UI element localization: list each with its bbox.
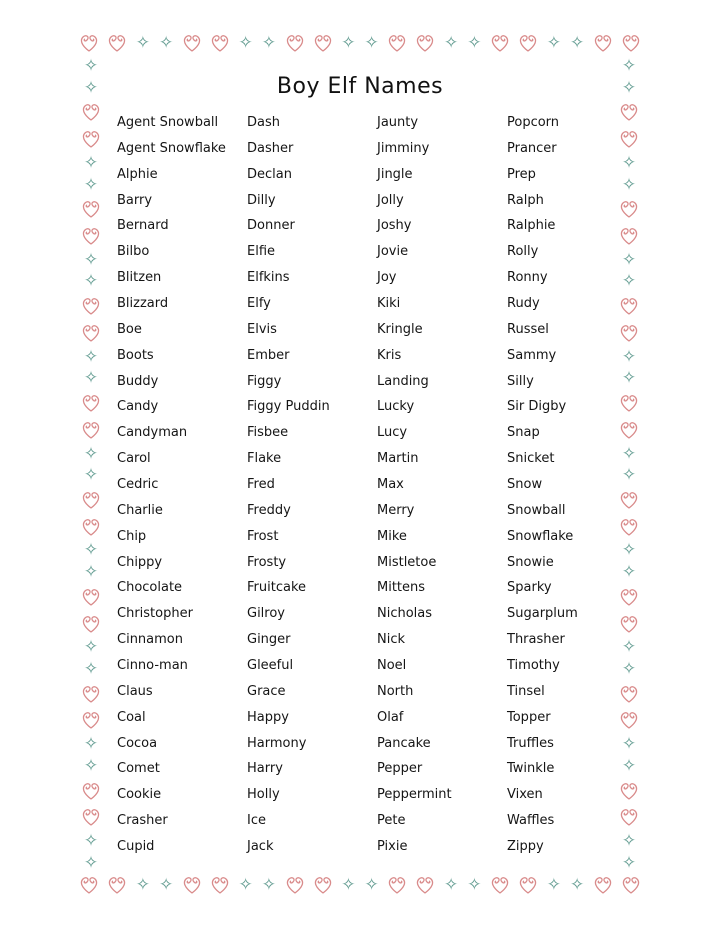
name-item: Dilly [247,192,276,208]
swirl-ornament-icon [312,874,334,896]
name-item: Sparky [507,580,552,596]
swirl-ornament-icon [618,780,640,802]
swirl-ornament-icon [618,101,640,123]
page-title: Boy Elf Names [276,74,444,99]
border-bottom [78,872,642,898]
name-item: Christopher [117,606,193,622]
star-ornament-icon: ✧ [83,831,99,851]
name-item: Holly [247,787,280,803]
swirl-ornament-icon [78,32,100,54]
name-column [377,112,452,862]
name-item: Ginger [247,632,291,648]
name-item: Topper [507,709,551,725]
star-ornament-icon: ✧ [83,658,99,679]
name-item: Chippy [117,554,163,570]
name-item: Lucky [377,399,415,415]
swirl-ornament-icon [620,874,642,896]
name-item: Russel [507,321,549,337]
swirl-ornament-icon [618,806,640,828]
star-ornament-icon: ✧ [621,368,637,389]
star-ornament-icon: ✧ [621,465,637,486]
name-item: North [377,683,414,699]
star-ornament-icon: ✧ [621,443,637,464]
star-ornament-icon: ✧ [621,540,637,561]
star-ornament-icon: ✧ [546,32,561,53]
swirl-ornament-icon [106,874,128,896]
name-item: Agent Snowflake [117,140,226,156]
star-ornament-icon: ✧ [135,874,150,895]
name-item: Dash [247,115,280,130]
name-item: Harmony [247,735,307,751]
name-item: Bilbo [117,244,150,260]
name-item: Peppermint [377,787,452,803]
name-column [507,112,578,862]
swirl-ornament-icon [618,128,640,150]
name-item: Cinno-man [117,658,188,674]
name-item: Alphie [117,166,158,182]
name-item: Mistletoe [377,554,437,570]
swirl-ornament-icon [80,392,102,414]
name-item: Donner [247,218,295,234]
swirl-ornament-icon [80,780,102,802]
name-item: Silly [507,373,534,389]
star-ornament-icon: ✧ [621,755,637,776]
swirl-ornament-icon [592,874,614,896]
name-item: Lucy [377,425,408,441]
swirl-ornament-icon [80,101,102,123]
swirl-ornament-icon [80,419,102,441]
star-ornament-icon: ✧ [83,443,99,464]
swirl-ornament-icon [618,419,640,441]
name-item: Fruitcake [247,580,307,596]
swirl-ornament-icon [414,874,436,896]
swirl-ornament-icon [618,322,640,344]
name-item: Rudy [507,296,540,312]
name-item: Declan [247,166,292,182]
name-item: Blitzen [117,270,162,286]
star-ornament-icon: ✧ [621,271,637,292]
swirl-ornament-icon [618,225,640,247]
star-ornament-icon: ✧ [621,562,637,583]
swirl-ornament-icon [80,198,102,220]
name-item: Pepper [377,761,423,777]
name-item: Jimminy [377,140,430,156]
name-item: Snowflake [507,528,574,544]
name-item: Gilroy [247,606,286,622]
star-ornament-icon: ✧ [238,874,253,895]
name-item: Snap [507,425,540,441]
name-item: Jack [247,839,274,855]
border-top [78,30,642,56]
star-ornament-icon: ✧ [83,152,99,173]
star-ornament-icon: ✧ [238,32,253,53]
name-item: Pete [377,813,406,829]
swirl-ornament-icon [618,295,640,317]
name-item: Ronny [507,270,548,286]
name-item: Nicholas [377,606,433,622]
name-item: Gleeful [247,658,294,674]
swirl-ornament-icon [80,489,102,511]
name-item: Frost [247,528,279,544]
star-ornament-icon: ✧ [621,831,637,851]
name-item: Ralph [507,192,544,208]
name-item: Sammy [507,347,557,363]
star-ornament-icon: ✧ [261,874,276,895]
star-ornament-icon: ✧ [83,465,99,486]
swirl-ornament-icon [181,32,203,54]
name-item: Happy [247,709,289,725]
swirl-ornament-icon [618,683,640,705]
name-item: Chip [117,528,147,544]
star-ornament-icon: ✧ [621,152,637,173]
name-item: Carol [117,451,151,467]
name-item: Figgy Puddin [247,399,330,415]
name-item: Barry [117,192,153,208]
swirl-ornament-icon [414,32,436,54]
name-item: Rolly [507,244,539,260]
star-ornament-icon: ✧ [569,874,585,895]
swirl-ornament-icon [80,322,102,344]
star-ornament-icon: ✧ [83,249,99,270]
swirl-ornament-icon [80,683,102,705]
star-ornament-icon: ✧ [158,874,174,895]
name-item: Elfie [247,244,276,260]
star-ornament-icon: ✧ [621,56,637,76]
swirl-ornament-icon [618,198,640,220]
name-item: Zippy [507,839,544,855]
star-ornament-icon: ✧ [83,540,99,561]
swirl-ornament-icon [312,32,334,54]
swirl-ornament-icon [80,613,102,635]
name-item: Noel [377,658,407,674]
star-ornament-icon: ✧ [364,32,379,53]
name-item: Landing [377,373,429,389]
swirl-ornament-icon [618,489,640,511]
name-item: Crasher [117,813,168,829]
name-item: Blizzard [117,296,169,312]
swirl-ornament-icon [618,586,640,608]
name-item: Olaf [377,709,404,725]
name-item: Pancake [377,735,431,751]
star-ornament-icon: ✧ [83,77,99,98]
name-item: Snow [507,477,543,493]
name-column [117,112,226,862]
name-item: Jovie [377,244,409,260]
name-item: Nick [377,632,406,648]
swirl-ornament-icon [284,32,306,54]
name-item: Jolly [377,192,404,208]
name-item: Claus [117,683,153,699]
star-ornament-icon: ✧ [83,56,99,76]
star-ornament-icon: ✧ [364,874,379,895]
star-ornament-icon: ✧ [83,368,99,389]
name-item: Kris [377,347,402,363]
name-item: Kringle [377,321,423,337]
swirl-ornament-icon [284,874,306,896]
name-item: Max [377,477,404,493]
swirl-ornament-icon [80,128,102,150]
name-item: Charlie [117,502,163,518]
star-ornament-icon: ✧ [83,174,99,195]
name-item: Jaunty [377,115,419,130]
name-item: Elvis [247,321,277,337]
star-ornament-icon: ✧ [83,755,99,776]
star-ornament-icon: ✧ [158,32,174,53]
name-item: Sugarplum [507,606,578,622]
name-item: Boe [117,321,142,337]
swirl-ornament-icon [489,32,511,54]
swirl-ornament-icon [209,874,231,896]
swirl-ornament-icon [80,295,102,317]
name-item: Cedric [117,477,159,493]
border-right [616,58,642,872]
star-ornament-icon: ✧ [83,734,99,755]
name-item: Ice [247,813,266,829]
name-item: Agent Snowball [117,115,219,130]
name-item: Elfkins [247,270,290,286]
name-item: Elfy [247,296,271,312]
star-ornament-icon: ✧ [621,734,637,755]
name-item: Twinkle [507,761,555,777]
star-ornament-icon: ✧ [621,77,637,98]
swirl-ornament-icon [386,874,408,896]
name-item: Martin [377,451,419,467]
swirl-ornament-icon [209,32,231,54]
star-ornament-icon: ✧ [467,32,482,53]
name-item: Harry [247,761,283,777]
swirl-ornament-icon [80,516,102,538]
name-item: Timothy [507,658,560,674]
name-item: Cookie [117,787,162,803]
swirl-ornament-icon [592,32,614,54]
star-ornament-icon: ✧ [546,874,561,895]
swirl-ornament-icon [80,806,102,828]
name-item: Figgy [247,373,282,389]
name-item: Joshy [377,218,412,234]
name-item: Grace [247,683,286,699]
star-ornament-icon: ✧ [621,174,637,195]
swirl-ornament-icon [489,874,511,896]
name-item: Waffles [507,813,555,829]
name-item: Prep [507,166,536,182]
name-item: Buddy [117,373,159,389]
name-item: Cupid [117,839,155,855]
name-item: Cinnamon [117,632,183,648]
name-item: Bernard [117,218,169,234]
swirl-ornament-icon [618,709,640,731]
star-ornament-icon: ✧ [341,874,356,895]
star-ornament-icon: ✧ [341,32,356,53]
swirl-ornament-icon [517,32,539,54]
name-item: Mike [377,528,407,544]
swirl-ornament-icon [618,613,640,635]
name-item: Candyman [117,425,188,441]
name-item: Snicket [507,451,555,467]
swirl-ornament-icon [78,874,100,896]
name-item: Thrasher [507,632,565,648]
star-ornament-icon: ✧ [83,271,99,292]
name-item: Comet [117,761,160,777]
star-ornament-icon: ✧ [83,346,99,367]
name-item: Boots [117,347,154,363]
swirl-ornament-icon [618,516,640,538]
name-item: Cocoa [117,735,158,751]
star-ornament-icon: ✧ [621,658,637,679]
name-item: Ember [247,347,290,363]
name-column [247,112,330,862]
name-item: Tinsel [507,683,545,699]
star-ornament-icon: ✧ [467,874,482,895]
star-ornament-icon: ✧ [261,32,276,53]
name-item: Mittens [377,580,426,596]
name-item: Ralphie [507,218,556,234]
star-ornament-icon: ✧ [444,874,459,895]
name-item: Popcorn [507,115,560,130]
name-item: Snowball [507,502,566,518]
star-ornament-icon: ✧ [569,32,585,53]
swirl-ornament-icon [80,586,102,608]
name-item: Frosty [247,554,287,570]
name-item: Fred [247,477,275,493]
name-item: Coal [117,709,146,725]
star-ornament-icon: ✧ [83,852,99,873]
name-item: Flake [247,451,282,467]
swirl-ornament-icon [517,874,539,896]
swirl-ornament-icon [80,225,102,247]
name-item: Chocolate [117,580,183,596]
star-ornament-icon: ✧ [621,637,637,658]
swirl-ornament-icon [106,32,128,54]
star-ornament-icon: ✧ [135,32,150,53]
name-item: Vixen [507,787,543,803]
swirl-ornament-icon [80,709,102,731]
star-ornament-icon: ✧ [83,637,99,658]
name-item: Joy [377,270,397,286]
name-item: Prancer [507,140,557,156]
name-item: Fisbee [247,425,289,441]
name-item: Jingle [377,166,413,182]
swirl-ornament-icon [181,874,203,896]
name-item: Dasher [247,140,294,156]
name-item: Sir Digby [507,399,567,415]
swirl-ornament-icon [620,32,642,54]
name-item: Kiki [377,296,401,312]
swirl-ornament-icon [386,32,408,54]
swirl-ornament-icon [618,392,640,414]
star-ornament-icon: ✧ [621,346,637,367]
name-item: Pixie [377,839,408,855]
star-ornament-icon: ✧ [83,562,99,583]
star-ornament-icon: ✧ [621,852,637,873]
star-ornament-icon: ✧ [621,249,637,270]
border-left [78,58,104,872]
name-item: Freddy [247,502,291,518]
star-ornament-icon: ✧ [444,32,459,53]
name-item: Candy [117,399,159,415]
name-item: Snowie [507,554,554,570]
name-item: Merry [377,502,415,518]
name-item: Truffles [507,735,554,751]
